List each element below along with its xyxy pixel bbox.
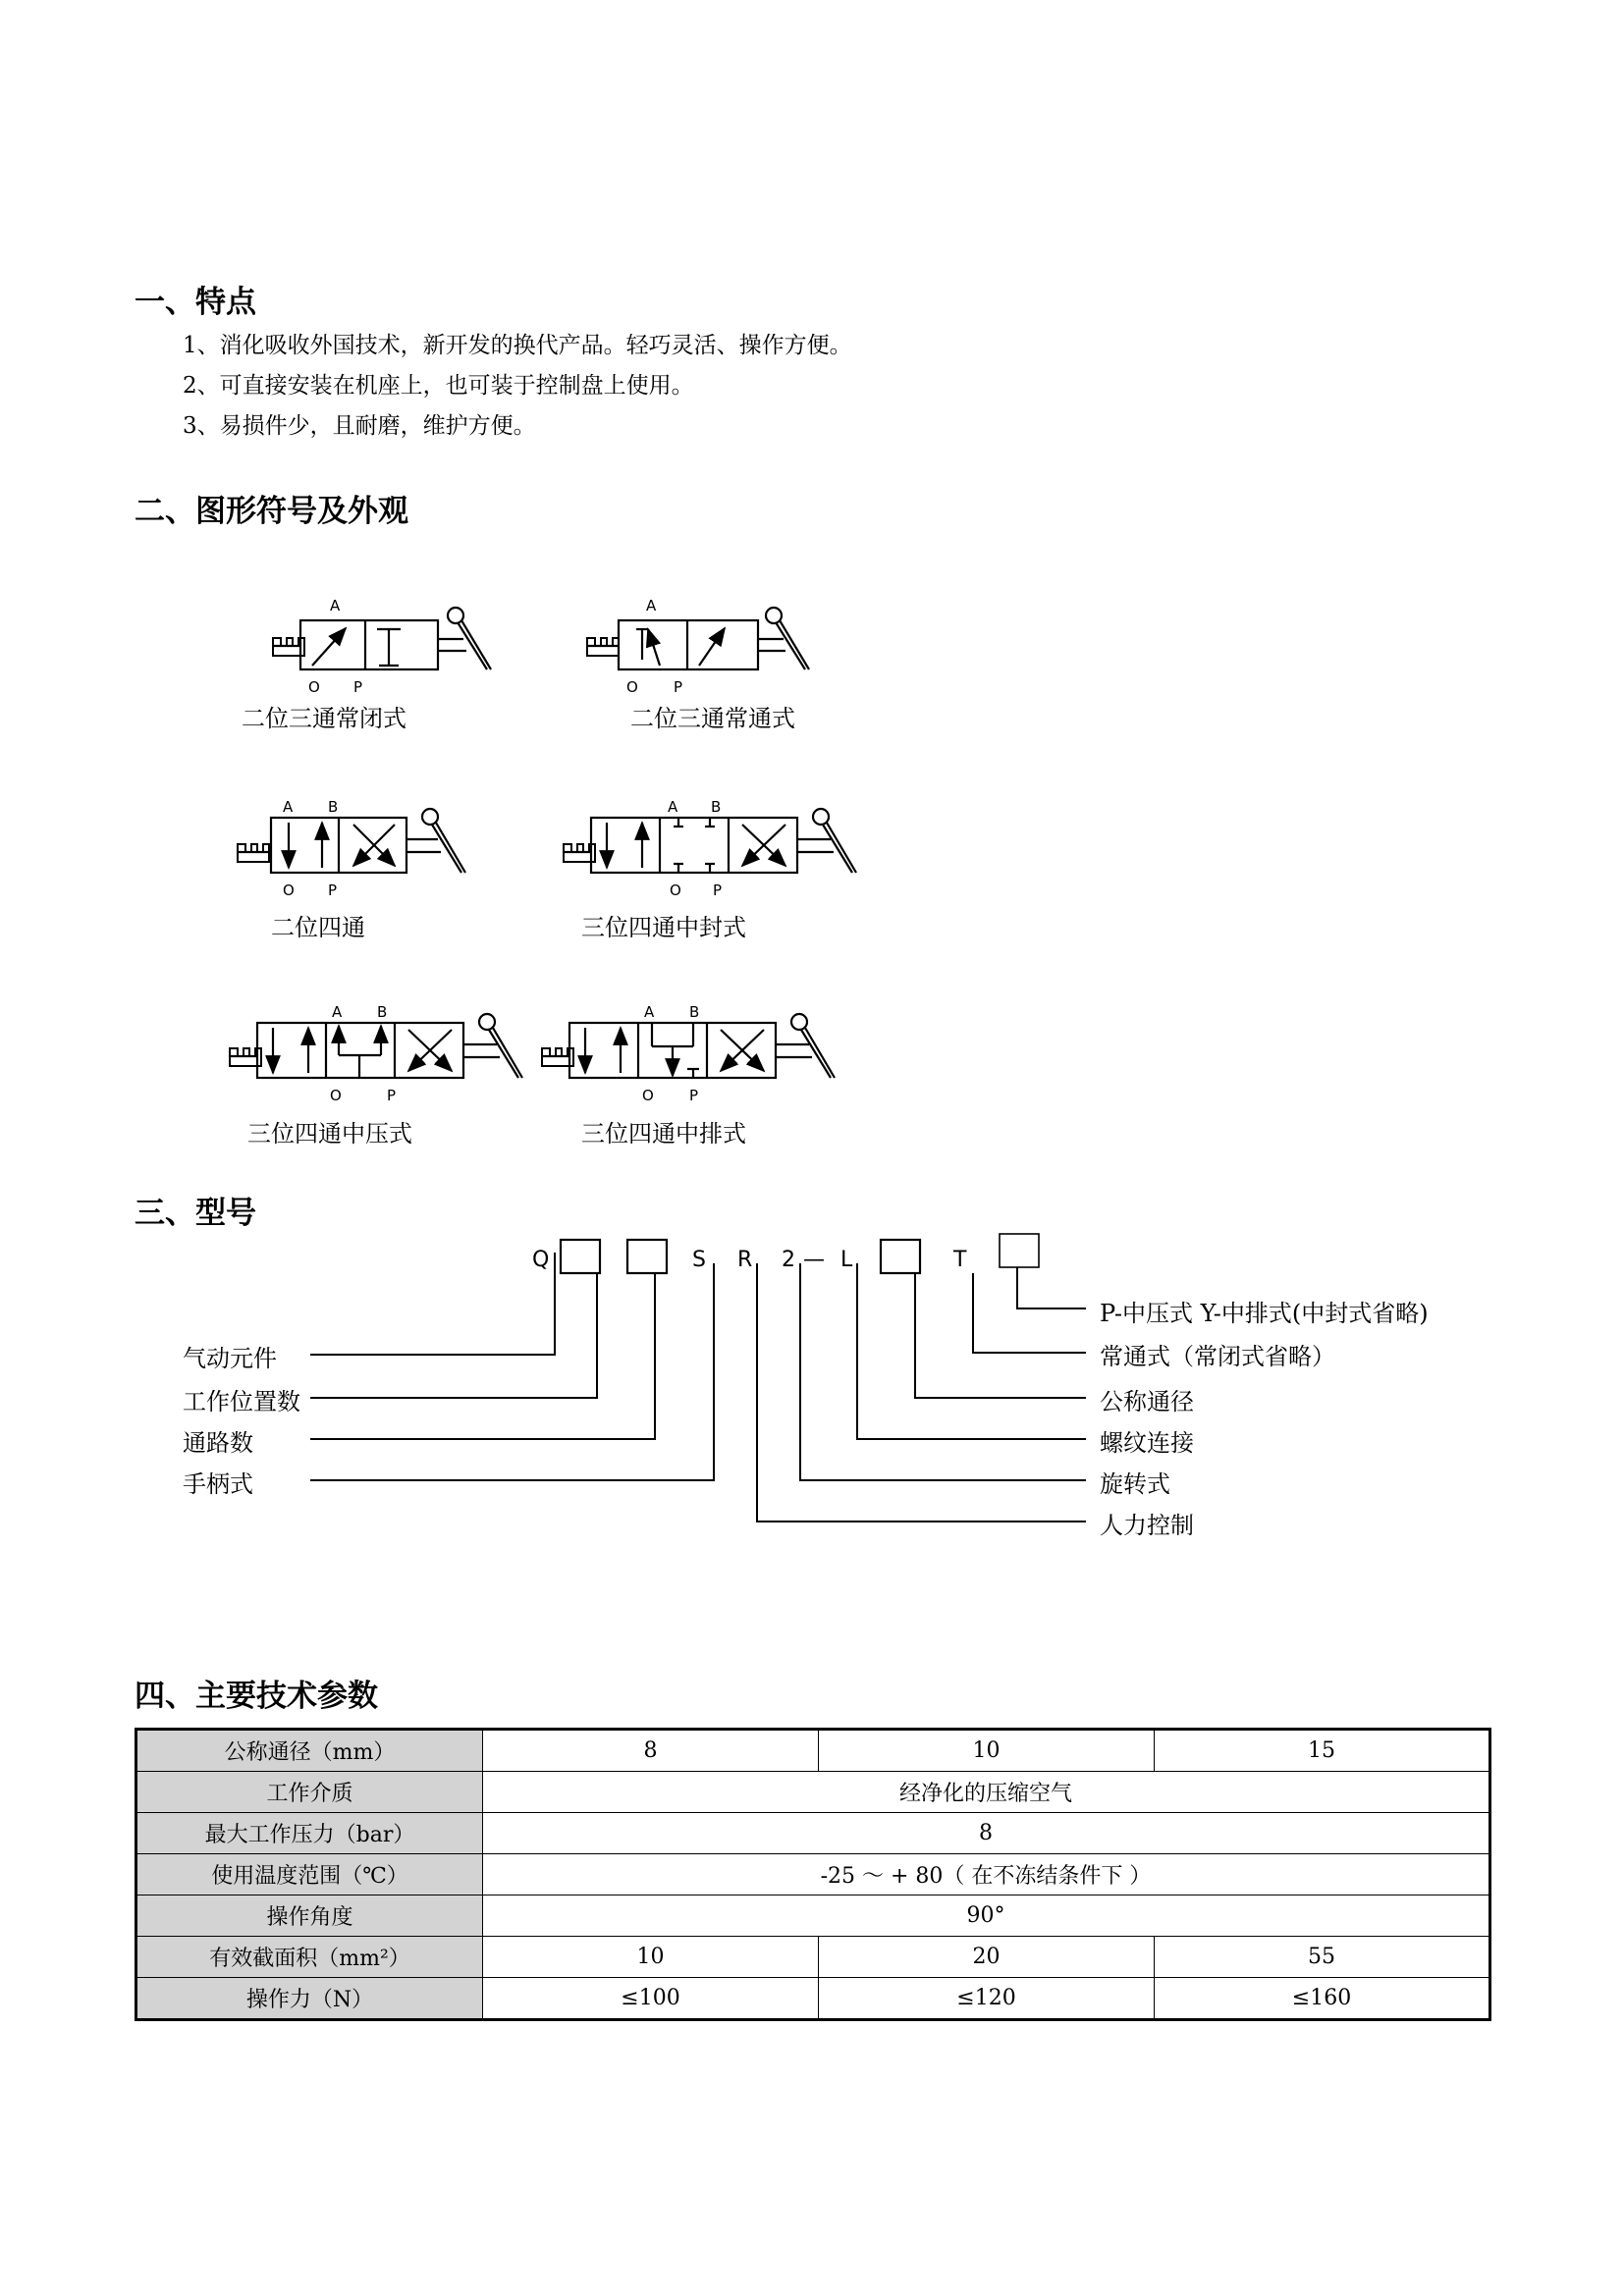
code-box-bore — [881, 1240, 920, 1273]
port-label-b: B — [689, 1003, 700, 1021]
table-row — [136, 1978, 1490, 2020]
section-title-symbols: 二、图形符号及外观 — [135, 494, 408, 529]
model-right-label: 公称通径 — [1100, 1388, 1194, 1415]
table-cell: 15 — [1155, 1730, 1490, 1772]
port-label-p: P — [353, 678, 363, 696]
port-label-a: A — [283, 798, 294, 816]
port-label-a: A — [332, 1003, 343, 1021]
port-label-b: B — [377, 1003, 388, 1021]
code-box-ways — [627, 1240, 667, 1273]
table-cell: ≤100 — [483, 1978, 819, 2020]
table-row — [136, 1937, 1490, 1978]
table-cell: -25 ～ + 80（ 在不冻结条件下 ） — [483, 1854, 1490, 1896]
port-label-b: B — [328, 798, 339, 816]
port-label-o: O — [626, 678, 638, 696]
model-left-label: 工作位置数 — [183, 1388, 300, 1415]
model-right-label: 人力控制 — [1100, 1512, 1194, 1539]
table-cell: ≤120 — [819, 1978, 1155, 2020]
model-code-char: T — [953, 1248, 967, 1272]
model-left-label: 手柄式 — [183, 1470, 253, 1498]
table-cell: 10 — [483, 1937, 819, 1978]
model-right-label: 常通式（常闭式省略） — [1100, 1343, 1335, 1370]
port-label-p: P — [387, 1087, 397, 1104]
row-label: 公称通径（mm） — [136, 1730, 483, 1772]
symbol-caption: 二位三通常通式 — [630, 705, 795, 732]
model-right-label: 螺纹连接 — [1100, 1429, 1194, 1457]
port-label-o: O — [642, 1087, 654, 1104]
port-label-p: P — [674, 678, 683, 696]
port-label-a: A — [644, 1003, 655, 1021]
port-label-a: A — [330, 597, 341, 614]
table-row — [136, 1730, 1490, 1772]
port-label-o: O — [283, 881, 295, 899]
row-label: 使用温度范围（℃） — [136, 1854, 483, 1896]
symbol-caption: 二位三通常闭式 — [242, 705, 406, 732]
model-code-char: — — [803, 1248, 825, 1272]
symbol-caption: 二位四通 — [271, 914, 365, 941]
feature-item: 1、消化吸收外国技术，新开发的换代产品。轻巧灵活、操作方便。 — [183, 333, 852, 358]
symbol-caption: 三位四通中压式 — [247, 1120, 412, 1148]
table-cell: 8 — [483, 1730, 819, 1772]
table-cell: 20 — [819, 1937, 1155, 1978]
symbol-caption: 三位四通中排式 — [581, 1120, 746, 1148]
code-box-position — [561, 1240, 600, 1273]
table-cell: 8 — [483, 1813, 1490, 1854]
port-label-a: A — [646, 597, 657, 614]
table-row — [136, 1813, 1490, 1854]
model-code-char: R — [737, 1248, 753, 1272]
table-cell: ≤160 — [1155, 1978, 1490, 2020]
model-right-label: P-中压式 Y-中排式(中封式省略) — [1100, 1300, 1429, 1327]
model-code-char: S — [692, 1248, 706, 1272]
row-label: 工作介质 — [136, 1772, 483, 1813]
model-left-label: 通路数 — [183, 1429, 253, 1457]
model-code-char: Q — [532, 1248, 550, 1272]
model-code-char: L — [840, 1248, 853, 1272]
table-cell: 10 — [819, 1730, 1155, 1772]
table-cell: 经净化的压缩空气 — [483, 1772, 1490, 1813]
section-title-features: 一、特点 — [135, 285, 256, 320]
section-title-model: 三、型号 — [135, 1196, 256, 1231]
symbol-caption: 三位四通中封式 — [581, 914, 746, 941]
port-label-p: P — [328, 881, 338, 899]
port-label-p: P — [713, 881, 723, 899]
section-title-params: 四、主要技术参数 — [135, 1679, 378, 1714]
row-label: 操作力（N） — [136, 1978, 483, 2020]
port-label-b: B — [711, 798, 722, 816]
table-row — [136, 1772, 1490, 1813]
port-label-a: A — [668, 798, 678, 816]
port-label-p: P — [689, 1087, 699, 1104]
table-cell: 90° — [483, 1896, 1490, 1937]
table-row — [136, 1896, 1490, 1937]
table-cell: 55 — [1155, 1937, 1490, 1978]
model-left-label: 气动元件 — [183, 1345, 277, 1372]
code-box-center — [1000, 1234, 1039, 1267]
port-label-o: O — [330, 1087, 342, 1104]
table-row — [136, 1854, 1490, 1896]
port-label-o: O — [670, 881, 681, 899]
feature-item: 3、易损件少，且耐磨，维护方便。 — [183, 413, 536, 439]
model-right-label: 旋转式 — [1100, 1470, 1170, 1498]
row-label: 最大工作压力（bar） — [136, 1813, 483, 1854]
technical-parameters-table — [135, 1728, 1491, 2021]
feature-item: 2、可直接安装在机座上，也可装于控制盘上使用。 — [183, 373, 694, 399]
model-code-char: 2 — [782, 1248, 795, 1272]
row-label: 有效截面积（mm²） — [136, 1937, 483, 1978]
port-label-o: O — [308, 678, 320, 696]
row-label: 操作角度 — [136, 1896, 483, 1937]
